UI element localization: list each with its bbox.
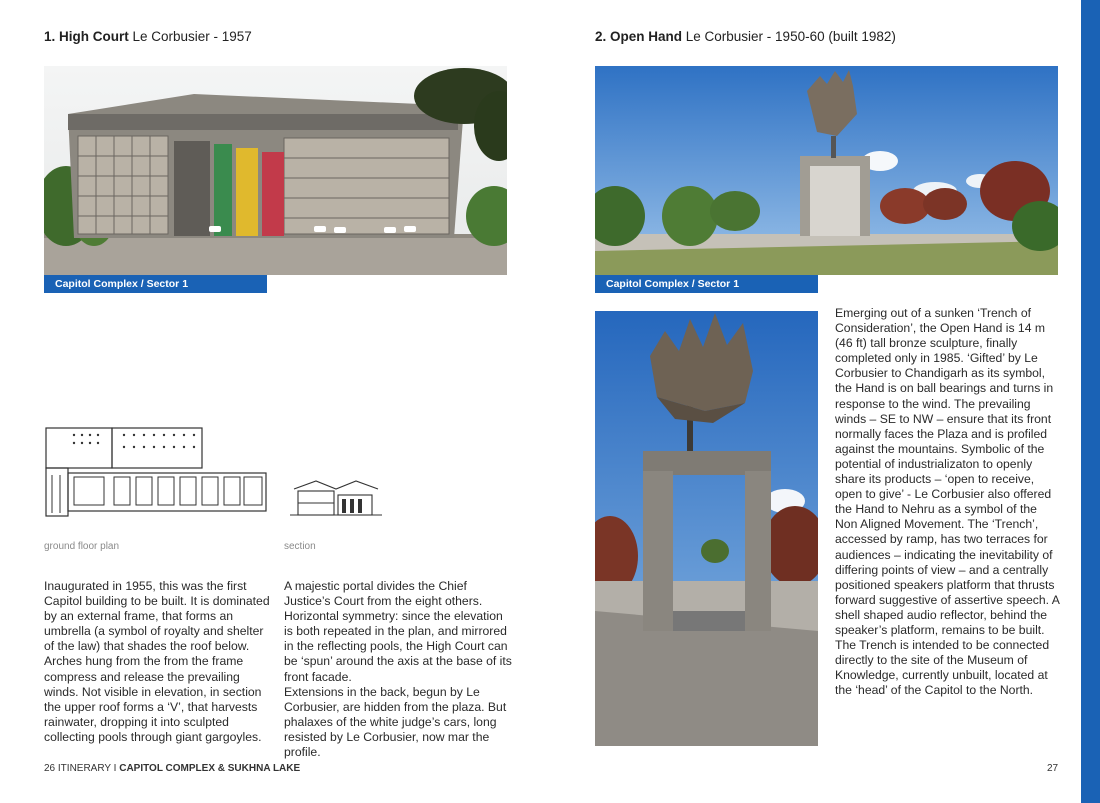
open-hand-trench-paragraph: The Trench is intended to be connected directly to the site of the Museum of Knowledge, currently unbuilt, located at the ‘head’ of the Capitol to the North.: [835, 638, 1050, 698]
open-hand-heading-title: 2. Open Hand: [595, 29, 683, 44]
open-hand-location-tag: Capitol Complex / Sector 1: [595, 275, 818, 293]
high-court-heading-subtitle: Le Corbusier - 1957: [128, 29, 252, 44]
open-hand-paragraph: Emerging out of a sunken ‘Trench of Consideration’, the Open Hand is 14 m (46 ft) tall bronze sculpture, finally completed only in 1985. ‘Gifted’ by Le Corbusier to Chandigarh as its symbol, the Hand is on ball bearings and turns in response to the wind. The prevailing winds – SE to NW – ensure that its front normally faces the Plaza and is profiled against the mountains. Symbolic of the potential of industrializaton to openly share its products – ‘open to receive, open to give’ - Le Corbusier also offered the Hand to Nehru as a symbol of the Non Aligned Movement. The ‘Trench’, accessed by ramp, has two terraces for audiences – indicating the inevitability of differing points of view – and a centrally positioned speakers platform that thrusts forward suggestive of assertive speech. A shell shaped audio reflector, behind the speaker’s platform, remains to be built.: [835, 306, 1060, 637]
folio-separator: I: [110, 763, 120, 774]
left-page-number: 26: [44, 763, 56, 774]
plan-caption: ground floor plan: [44, 541, 120, 552]
high-court-paragraph: Inaugurated in 1955, this was the first Capitol building to be built. It is dominated by an external frame, that forms an umbrella (a symbol of royalty and shelter of the law) that shades the roof below. Arches hung from the from the frame compress and release the prevailing winds. Not visible in elevation, in section the upper roof forms a ‘V’, that harvests rainwater, dropping it into sculpted collecting pools through giant gargoyles.: [44, 579, 270, 744]
right-page-number: 27: [1047, 763, 1059, 774]
open-hand-heading: [595, 29, 896, 44]
high-court-description-col2: [284, 579, 514, 760]
section-drawing: [286, 475, 386, 520]
high-court-extensions-paragraph: Extensions in the back, begun by Le Corbusier, are hidden from the plaza. But phalaxes of the white judge’s cars, long resisted by Le Corbusier, now mar the profile.: [284, 684, 507, 760]
high-court-heading-title: 1. High Court: [44, 29, 129, 44]
high-court-heading: [44, 29, 252, 44]
edge-color-bar: [1081, 0, 1100, 803]
folio-section-label: ITINERARY: [57, 763, 111, 774]
open-hand-heading-subtitle: Le Corbusier - 1950-60 (built 1982): [682, 29, 896, 44]
open-hand-description: [835, 306, 1060, 698]
left-folio: [44, 763, 300, 774]
high-court-portal-paragraph: A majestic portal divides the Chief Justice’s Court from the eight others. Horizontal symmetry: since the elevation is both repeated in the plan, and mirrored in the reflecting pools, the High Court can be ‘spun’ around the axis at the base of its front facade.: [284, 579, 512, 684]
high-court-photo: [44, 66, 507, 275]
open-hand-tall-photo: [595, 311, 818, 746]
ground-floor-plan-drawing: [44, 425, 269, 520]
high-court-description-col1: [44, 579, 272, 745]
section-caption: section: [284, 541, 316, 552]
high-court-location-tag: Capitol Complex / Sector 1: [44, 275, 267, 293]
open-hand-wide-photo: [595, 66, 1058, 275]
folio-chapter-title: CAPITOL COMPLEX & SUKHNA LAKE: [119, 763, 301, 774]
